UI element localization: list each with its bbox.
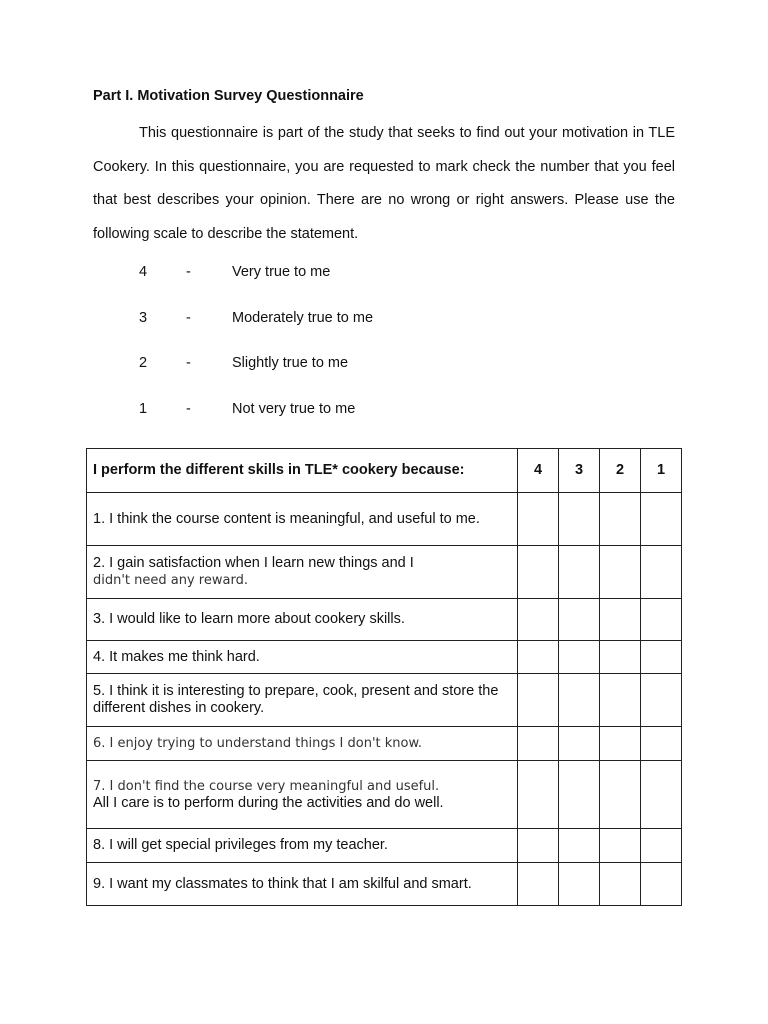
rating-cell-4[interactable] — [518, 546, 559, 599]
scale-label: Slightly true to me — [232, 355, 349, 372]
rating-cell-4[interactable] — [518, 493, 559, 546]
table-row — [87, 829, 682, 863]
rating-cell-3[interactable] — [559, 863, 600, 906]
survey-table — [86, 448, 682, 906]
rating-cell-2[interactable] — [600, 641, 641, 674]
statement-3 — [87, 599, 518, 641]
rating-cell-1[interactable] — [641, 674, 682, 727]
rating-cell-4[interactable] — [518, 829, 559, 863]
scale-dash: - — [186, 264, 191, 280]
rating-cell-4[interactable] — [518, 761, 559, 829]
scale-value: 3 — [139, 309, 148, 326]
rating-cell-4[interactable] — [518, 863, 559, 906]
rating-cell-1[interactable] — [641, 863, 682, 906]
statement-9 — [87, 863, 518, 906]
table-row — [87, 863, 682, 906]
column-header-2: 2 — [600, 449, 641, 493]
statement-2 — [87, 546, 518, 599]
rating-cell-1[interactable] — [641, 641, 682, 674]
rating-cell-3[interactable] — [559, 546, 600, 599]
column-header-4: 4 — [518, 449, 559, 493]
rating-cell-2[interactable] — [600, 761, 641, 829]
scale-value: 1 — [139, 401, 148, 418]
statement-7 — [87, 761, 518, 829]
rating-cell-2[interactable] — [600, 599, 641, 641]
statement-6 — [87, 727, 518, 761]
scale-label: Not very true to me — [232, 401, 356, 418]
table-row — [87, 727, 682, 761]
statement-text-continued: didn't need any reward. — [93, 573, 248, 588]
column-header-1: 1 — [641, 449, 682, 493]
rating-cell-3[interactable] — [559, 829, 600, 863]
rating-cell-2[interactable] — [600, 863, 641, 906]
scale-value: 2 — [139, 355, 148, 372]
intro-text: This questionnaire is part of the study that seeks to find out your motivation in TLE Cookery. In this questionnaire, you are requested to mark check the number that you feel that best describes your opinion. There are no wrong or right answers. Please use the following scale to describe the statement. — [93, 125, 675, 242]
statement-text: 7. I don't find the course very meaningful and useful. — [93, 778, 440, 794]
statement-text: 8. I will get special privileges from my teacher. — [93, 837, 388, 853]
rating-cell-3[interactable] — [559, 761, 600, 829]
table-row — [87, 641, 682, 674]
scale-dash: - — [186, 355, 191, 372]
rating-cell-1[interactable] — [641, 599, 682, 641]
intro-paragraph — [93, 117, 675, 251]
statement-8 — [87, 829, 518, 863]
rating-cell-4[interactable] — [518, 727, 559, 761]
scale-label: Moderately true to me — [232, 309, 374, 326]
statement-text: 9. I want my classmates to think that I am skilful and smart. — [93, 875, 472, 892]
statement-text: 5. I think it is interesting to prepare, cook, present and store the different dishes in cookery. — [93, 683, 499, 716]
rating-cell-1[interactable] — [641, 546, 682, 599]
rating-cell-2[interactable] — [600, 674, 641, 727]
table-row — [87, 599, 682, 641]
statement-text-continued: All I care is to perform during the activities and do well. — [93, 794, 444, 811]
rating-cell-2[interactable] — [600, 493, 641, 546]
rating-cell-3[interactable] — [559, 641, 600, 674]
table-header-row — [87, 449, 682, 493]
rating-cell-4[interactable] — [518, 599, 559, 641]
table-row — [87, 674, 682, 727]
rating-cell-1[interactable] — [641, 829, 682, 863]
scale-label: Very true to me — [232, 264, 331, 280]
rating-cell-3[interactable] — [559, 727, 600, 761]
rating-cell-3[interactable] — [559, 674, 600, 727]
rating-cell-4[interactable] — [518, 674, 559, 727]
rating-cell-1[interactable] — [641, 727, 682, 761]
column-header-3: 3 — [559, 449, 600, 493]
rating-cell-2[interactable] — [600, 546, 641, 599]
scale-dash: - — [186, 309, 191, 326]
rating-cell-3[interactable] — [559, 493, 600, 546]
statement-text: 4. It makes me think hard. — [93, 648, 260, 665]
table-row — [87, 493, 682, 546]
rating-cell-4[interactable] — [518, 641, 559, 674]
scale-dash: - — [186, 401, 191, 418]
statement-text: 3. I would like to learn more about cookery skills. — [93, 611, 405, 627]
table-row — [87, 761, 682, 829]
page-title: Part I. Motivation Survey Questionnaire — [93, 88, 364, 104]
table-header-statement: I perform the different skills in TLE* cookery because: — [87, 449, 518, 493]
rating-cell-1[interactable] — [641, 493, 682, 546]
scale-value: 4 — [139, 264, 148, 280]
rating-cell-3[interactable] — [559, 599, 600, 641]
rating-cell-1[interactable] — [641, 761, 682, 829]
statement-text: 6. I enjoy trying to understand things I don't know. — [93, 736, 423, 751]
statement-5 — [87, 674, 518, 727]
statement-text: 1. I think the course content is meaningful, and useful to me. — [93, 510, 480, 527]
statement-text: 2. I gain satisfaction when I learn new things and I — [93, 555, 414, 571]
rating-cell-2[interactable] — [600, 727, 641, 761]
rating-cell-2[interactable] — [600, 829, 641, 863]
table-row — [87, 546, 682, 599]
statement-4 — [87, 641, 518, 674]
statement-1 — [87, 493, 518, 546]
